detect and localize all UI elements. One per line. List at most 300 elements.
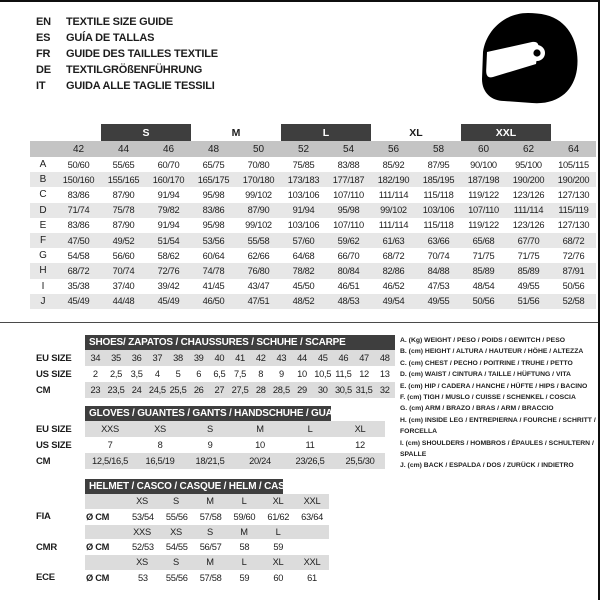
cell: 103/106 — [422, 205, 455, 216]
legend-item: F. (cm) TIGH / MUSLO / CUISSE / SCHENKEL / COSCIA — [400, 394, 576, 402]
cell: 9 — [278, 369, 284, 379]
cell: 127/130 — [557, 189, 590, 200]
size-number: 48 — [207, 143, 220, 155]
cell: 107/110 — [333, 220, 364, 231]
size-group-m: M — [231, 126, 241, 139]
cell: 65/68 — [472, 235, 495, 246]
cell: 45/49 — [67, 296, 90, 307]
cell: 53 — [138, 572, 148, 583]
cell: M — [256, 424, 264, 434]
cell: 8 — [157, 440, 163, 450]
size-number: 64 — [567, 143, 580, 155]
row-label — [36, 555, 85, 570]
size-label: M — [206, 496, 214, 507]
cell: 85/89 — [517, 265, 540, 276]
cell: 10 — [297, 369, 307, 379]
cell: 57/60 — [292, 235, 315, 246]
row-cells — [85, 539, 329, 555]
cell: 8 — [258, 369, 264, 379]
cell: 68/72 — [67, 265, 90, 276]
table-row — [36, 509, 329, 525]
size-label: S — [173, 496, 179, 507]
cell: 54/55 — [165, 542, 188, 552]
row-cells — [85, 570, 329, 586]
size-group-xl: XL — [409, 126, 423, 139]
size-number: 60 — [477, 143, 490, 155]
measurement-rows — [30, 157, 596, 309]
cell: 59/62 — [337, 235, 360, 246]
cell: 87/95 — [427, 159, 450, 170]
cell: 82/86 — [382, 265, 405, 276]
measurement-legend — [400, 335, 598, 472]
cell: 24 — [131, 385, 142, 395]
cell: 61/62 — [267, 511, 290, 522]
cell: 61 — [307, 572, 317, 583]
cell: 39/42 — [157, 281, 180, 292]
cell: 75/85 — [292, 159, 315, 170]
cell: 2,5 — [109, 369, 123, 379]
cell: 190/200 — [512, 174, 545, 185]
cell: L — [307, 424, 313, 434]
size-label — [295, 525, 329, 540]
cell: 46/52 — [382, 281, 405, 292]
size-number: 56 — [387, 143, 400, 155]
size-label: XXL — [303, 557, 321, 568]
cell: 35 — [111, 353, 121, 363]
cell: 47/51 — [247, 296, 270, 307]
helmet-size-row — [36, 555, 329, 570]
cell: 13 — [379, 369, 390, 379]
cell: 50/60 — [67, 159, 90, 170]
cell: 28,5 — [272, 385, 290, 395]
size-number: 42 — [72, 143, 85, 155]
row-letter: J — [40, 295, 46, 307]
cell: 60 — [273, 572, 284, 583]
cell: 52/53 — [132, 542, 154, 552]
cell: 103/106 — [287, 220, 320, 231]
row-cells — [85, 421, 385, 437]
row-label: CM — [36, 455, 51, 467]
cell: 84/88 — [427, 265, 450, 276]
cell: 67/70 — [517, 235, 540, 246]
cell: 87/90 — [112, 220, 135, 231]
table-row — [30, 218, 596, 233]
legend-item: J. (cm) BACK / ESPALDA / DOS / ZURÜCK / INDIETRO — [400, 462, 574, 470]
size-number: 54 — [342, 143, 355, 155]
cell: 64/68 — [292, 250, 315, 261]
cell: 58/62 — [157, 250, 180, 261]
cell: XL — [354, 424, 366, 434]
row-cells — [85, 366, 395, 382]
row-cells — [85, 437, 385, 453]
cell: 72/76 — [562, 250, 585, 261]
language-title: GUIDA ALLE TAGLIE TESSILI — [66, 80, 215, 92]
cell — [85, 494, 125, 509]
cell: 29 — [297, 385, 307, 395]
cell: 50/56 — [562, 281, 585, 292]
cell: 177/187 — [332, 174, 365, 185]
cell: 44 — [297, 353, 307, 363]
row-label — [36, 525, 85, 540]
cell: 187/198 — [467, 174, 500, 185]
cell: 10 — [255, 440, 265, 450]
table-row — [36, 453, 385, 469]
cell: 87/90 — [247, 205, 270, 216]
legend-item: C. (cm) CHEST / PECHO / POITRINE / TRUHE / PETTO — [400, 359, 573, 367]
table-row — [36, 382, 395, 398]
cell: 66/70 — [337, 250, 360, 261]
cell: 99/102 — [245, 220, 272, 231]
cell: 56/57 — [199, 542, 222, 552]
cell: 51/54 — [157, 235, 180, 246]
cell: 6,5 — [213, 369, 226, 379]
cell: 58 — [239, 542, 250, 552]
cell: 115/118 — [423, 189, 454, 200]
row-label: EU SIZE — [36, 423, 72, 435]
cell: 107/110 — [468, 205, 499, 216]
row-letter: H — [39, 265, 47, 277]
size-label: XL — [272, 496, 284, 507]
row-letter: A — [39, 159, 47, 171]
cell: 6 — [196, 369, 202, 379]
language-code: ES — [36, 32, 51, 44]
row-label: EU SIZE — [36, 352, 72, 364]
unit-cell: Ø CM — [86, 542, 110, 552]
size-label: S — [207, 526, 213, 537]
table-row — [36, 437, 385, 453]
cell: 37/40 — [112, 281, 135, 292]
row-cells — [85, 382, 395, 398]
cell: 79/82 — [157, 205, 180, 216]
row-cells — [85, 509, 329, 525]
cell: 107/110 — [333, 189, 364, 200]
cell: 55/56 — [165, 572, 188, 583]
cell: 57/58 — [199, 572, 222, 583]
cell — [85, 525, 125, 540]
cell: 11,5 — [335, 369, 352, 379]
table-row — [30, 187, 596, 202]
unit-cell: Ø CM — [86, 511, 110, 522]
cell: 71/75 — [472, 250, 495, 261]
legend-item: A. (Kg) WEIGHT / PESO / POIDS / GEWITCH / PESO — [400, 337, 566, 344]
cell: 111/114 — [513, 205, 544, 216]
helmet-size-table — [36, 479, 329, 586]
cell: 51/56 — [517, 296, 540, 307]
cell: XXS — [101, 424, 119, 434]
helmet-size-row — [36, 525, 329, 540]
cell: 41/45 — [202, 281, 225, 292]
row-letter: C — [39, 189, 47, 201]
cell: 70/74 — [112, 265, 135, 276]
cell: 62/66 — [247, 250, 270, 261]
cell: 55/65 — [112, 159, 135, 170]
cell: 63/64 — [301, 511, 323, 522]
cell: 115/118 — [423, 220, 454, 231]
cell: 3,5 — [130, 369, 143, 379]
legend-item: G. (cm) ARM / BRAZO / BRAS / ARM / BRACCIO — [400, 405, 554, 413]
size-label: M — [240, 526, 248, 537]
size-number: 50 — [252, 143, 265, 155]
horizontal-divider — [0, 322, 600, 323]
cell: 91/94 — [292, 205, 315, 216]
cell: 95/100 — [515, 159, 542, 170]
cell: 95/98 — [202, 189, 225, 200]
cell: 42 — [255, 353, 266, 363]
cell: 83/86 — [67, 189, 90, 200]
language-header — [36, 14, 218, 94]
cell: 68/72 — [562, 235, 585, 246]
cell: 190/200 — [557, 174, 590, 185]
unit-cell: Ø CM — [86, 572, 110, 583]
cell: 70/80 — [247, 159, 270, 170]
table-title-bar: GLOVES / GUANTES / GANTS / HANDSCHUHE / GUANTI — [85, 406, 331, 421]
cell — [295, 539, 329, 555]
size-label: L — [275, 526, 281, 537]
size-label: XS — [136, 496, 148, 507]
table-row — [30, 294, 596, 309]
cell: 43 — [276, 353, 287, 363]
cell: 95/98 — [202, 220, 225, 231]
table-row — [30, 279, 596, 294]
cell: 16,5/19 — [145, 456, 175, 466]
cell: 45 — [317, 353, 328, 363]
table-row — [30, 263, 596, 278]
cell: 50/56 — [472, 296, 495, 307]
cell: 48 — [379, 353, 390, 363]
row-letter: G — [39, 250, 47, 262]
row-cells — [85, 525, 329, 540]
cell: 49/54 — [382, 296, 405, 307]
size-number-row — [30, 141, 596, 157]
cell: 45/49 — [157, 296, 180, 307]
cell: 95/98 — [337, 205, 360, 216]
language-code: IT — [36, 80, 46, 92]
cell: 53/54 — [132, 511, 154, 522]
cell: 63/66 — [427, 235, 450, 246]
cell: 32 — [379, 385, 390, 395]
cell: 31,5 — [355, 385, 373, 395]
cell: 59 — [239, 572, 250, 583]
cell: 40 — [214, 353, 225, 363]
cell: 83/88 — [337, 159, 360, 170]
cell: 46 — [338, 353, 349, 363]
cell: 87/90 — [112, 189, 135, 200]
table-row — [30, 203, 596, 218]
cell: 72/76 — [157, 265, 180, 276]
row-letter: E — [39, 219, 47, 231]
cell: 54/58 — [67, 250, 90, 261]
language-title: TEXTILGRÖßENFÜHRUNG — [66, 64, 203, 76]
size-number: 52 — [297, 143, 310, 155]
cell: 56/60 — [112, 250, 135, 261]
cell: 59 — [273, 542, 284, 552]
size-label: XS — [136, 557, 148, 568]
size-label: L — [241, 496, 247, 507]
size-label: XS — [170, 526, 182, 537]
cell: 4 — [154, 369, 160, 379]
gloves-size-table — [36, 406, 385, 469]
cell: 47/53 — [427, 281, 450, 292]
cell: 60/64 — [202, 250, 225, 261]
row-cells — [85, 555, 329, 570]
language-code: FR — [36, 48, 51, 60]
size-label: S — [173, 557, 179, 568]
cell: 173/183 — [287, 174, 320, 185]
size-group-row — [30, 124, 596, 141]
row-letter: F — [39, 235, 47, 247]
row-label: CM — [36, 384, 51, 396]
textile-size-table — [30, 124, 596, 309]
cell: 165/175 — [197, 174, 230, 185]
cell: 23/26,5 — [295, 456, 325, 466]
cell: 170/180 — [242, 174, 275, 185]
cell: 75/78 — [112, 205, 135, 216]
cell: 49/55 — [427, 296, 450, 307]
cell: 47 — [359, 353, 369, 363]
corner-cell — [30, 141, 56, 157]
row-cells — [85, 494, 329, 509]
cell: 55/56 — [165, 511, 188, 522]
cell: 111/114 — [378, 220, 409, 231]
cell: 85/89 — [472, 265, 495, 276]
cell: 37 — [152, 353, 163, 363]
cell: 43/47 — [247, 281, 270, 292]
cell: 46/50 — [202, 296, 225, 307]
cell: 49/52 — [112, 235, 135, 246]
cell: 99/102 — [245, 189, 272, 200]
language-row — [36, 62, 218, 78]
cell: 26 — [193, 385, 204, 395]
row-cells — [85, 453, 385, 469]
cell: 83/86 — [67, 220, 90, 231]
language-title: TEXTILE SIZE GUIDE — [66, 16, 174, 28]
table-row — [36, 350, 395, 366]
cell: 111/114 — [378, 189, 409, 200]
row-letter: B — [39, 174, 47, 186]
cell: 30,5 — [334, 385, 352, 395]
size-group-l: L — [281, 124, 371, 141]
cell: 74/78 — [202, 265, 225, 276]
cell: 9 — [207, 440, 213, 450]
table-row — [36, 570, 329, 586]
language-code: EN — [36, 16, 51, 28]
cell: 7,5 — [234, 369, 247, 379]
table-title-bar: HELMET / CASCO / CASQUE / HELM / CASCO — [85, 479, 283, 494]
cell: 27,5 — [231, 385, 249, 395]
cell: 38 — [173, 353, 183, 363]
size-number: 44 — [117, 143, 130, 155]
cell: 182/190 — [377, 174, 410, 185]
size-group-s: S — [101, 124, 191, 141]
size-number: 46 — [162, 143, 175, 155]
legend-item: I. (cm) SHOULDERS / HOMBROS / ÉPAULES / SCHULTERN / SPALLE — [400, 439, 594, 459]
legend-item: D. (cm) WAIST / CINTURA / TAILLE / HÜFTUNG / VITA — [400, 371, 571, 379]
table-row — [36, 366, 395, 382]
cell: 71/75 — [517, 250, 540, 261]
cell: 34 — [90, 353, 101, 363]
cell: 49/55 — [517, 281, 540, 292]
cell: 48/52 — [292, 296, 315, 307]
cell: 39 — [193, 353, 204, 363]
cell: 78/82 — [292, 265, 315, 276]
cell: 52/58 — [562, 296, 585, 307]
cell: 85/92 — [382, 159, 405, 170]
legend-item: B. (cm) HEIGHT / ALTURA / HAUTEUR / HÖHE / ALTEZZA — [400, 348, 584, 356]
cell: 7 — [107, 440, 113, 450]
cell: 47/50 — [67, 235, 90, 246]
cell: 155/165 — [107, 174, 140, 185]
row-letter: D — [39, 204, 47, 216]
cell: 30 — [317, 385, 328, 395]
language-row — [36, 46, 218, 62]
legend-item: H. (cm) INSIDE LEG / ENTREPIERNA / FOURCHE / SCHRITT / FORCELLA — [400, 416, 596, 436]
language-code: DE — [36, 64, 51, 76]
cell: 119/122 — [468, 189, 499, 200]
cell: XS — [154, 424, 166, 434]
cell: 87/91 — [562, 265, 585, 276]
cell: 45/50 — [292, 281, 315, 292]
language-title: GUÍA DE TALLAS — [66, 32, 155, 44]
cell: S — [207, 424, 213, 434]
cell: 12,5/16,5 — [91, 456, 129, 466]
cell: 25,5/30 — [345, 456, 375, 466]
cell: 2 — [92, 369, 98, 379]
cell: 150/160 — [62, 174, 95, 185]
cell: 160/170 — [152, 174, 185, 185]
cell: 23 — [90, 385, 101, 395]
cell: 119/122 — [468, 220, 499, 231]
table-row — [30, 233, 596, 248]
cell: 41 — [235, 353, 245, 363]
size-label: XL — [272, 557, 284, 568]
cell: 185/195 — [422, 174, 455, 185]
row-label: ECE — [36, 572, 55, 583]
cell: 27 — [214, 385, 225, 395]
table-row — [36, 539, 329, 555]
row-label: CMR — [36, 541, 58, 553]
cell: 99/102 — [380, 205, 407, 216]
size-number: 58 — [432, 143, 445, 155]
cell: 60/70 — [157, 159, 180, 170]
cell: 10,5 — [314, 369, 332, 379]
cell: 70/74 — [427, 250, 450, 261]
legend-item: E. (cm) HIP / CADERA / HANCHE / HÜFTE / HIPS / BACINO — [400, 382, 588, 390]
cell: 91/94 — [157, 220, 180, 231]
cell: 20/24 — [249, 456, 271, 466]
cell: 76/80 — [247, 265, 270, 276]
cell: 123/126 — [512, 189, 545, 200]
row-label: US SIZE — [36, 368, 72, 380]
row-label: US SIZE — [36, 439, 72, 451]
cell: 12 — [355, 440, 365, 450]
cell: 35/38 — [67, 281, 90, 292]
row-letter: I — [41, 280, 45, 292]
cell: 53/56 — [202, 235, 225, 246]
cell: 46/51 — [337, 281, 360, 292]
cell: 18/21,5 — [195, 456, 225, 466]
cell: 61/63 — [382, 235, 405, 246]
language-row — [36, 78, 218, 94]
cell: 59/60 — [233, 511, 256, 522]
cell: 44/48 — [112, 296, 135, 307]
cell: 91/94 — [157, 189, 180, 200]
cell: 83/86 — [202, 205, 225, 216]
cell: 48/54 — [472, 281, 495, 292]
row-cells — [85, 350, 395, 366]
cell: 103/106 — [287, 189, 320, 200]
language-row — [36, 14, 218, 30]
table-row — [30, 248, 596, 263]
